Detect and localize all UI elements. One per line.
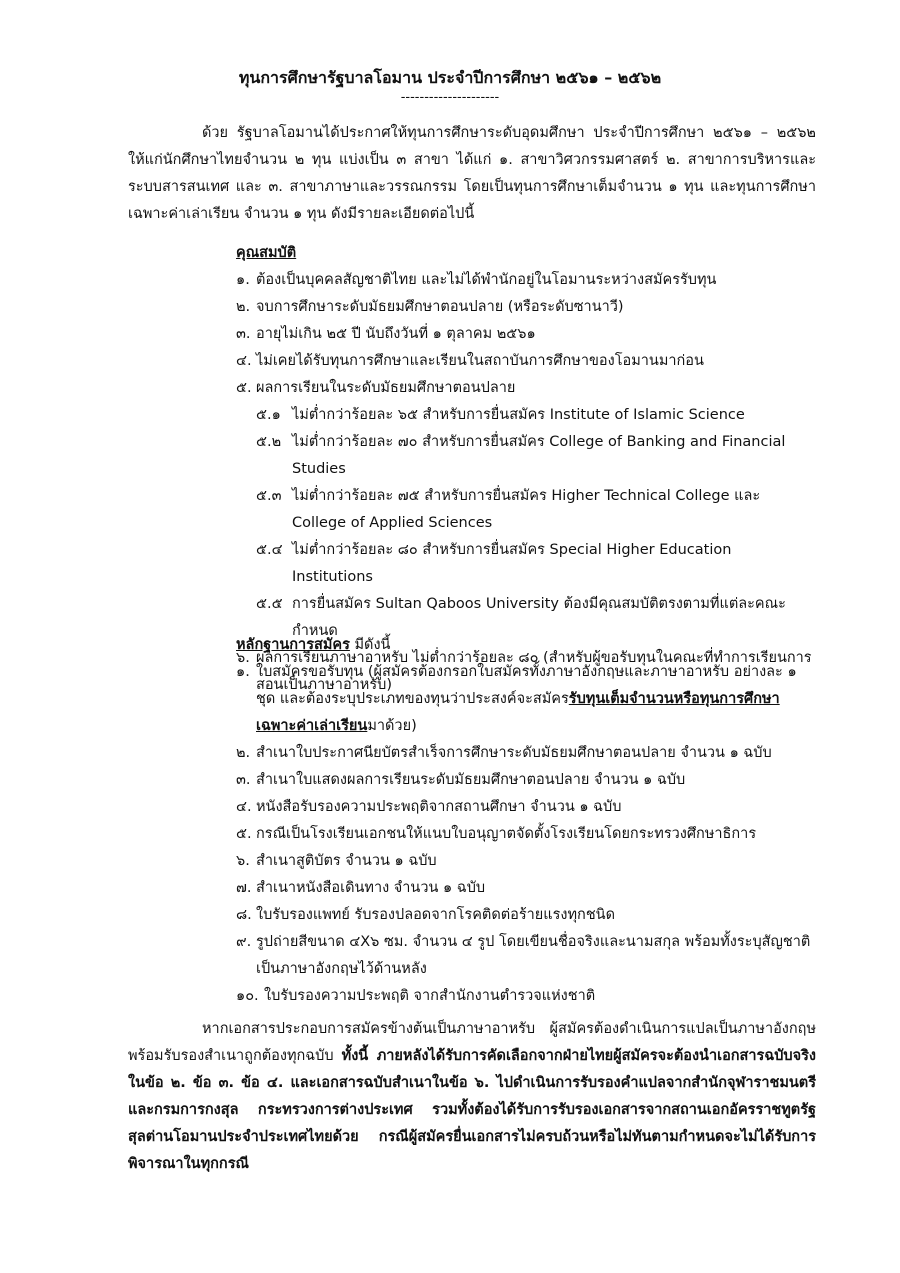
qualification-item [236, 321, 816, 348]
qualification-item [236, 348, 816, 375]
document-item [236, 875, 816, 902]
qualifications-heading-label: คุณสมบัติ [236, 245, 297, 261]
item-number: ๓. [236, 326, 251, 342]
item-text: กรณีเป็นโรงเรียนเอกชนให้แนบใบอนุญาตจัดตั้งโรงเรียนโดยกระทรวงศึกษาธิการ [256, 826, 757, 842]
document-item [236, 902, 816, 929]
item-number: ๕. [236, 380, 252, 396]
item-number: ๙. [236, 934, 252, 950]
sub-item-number: ๕.๑ [256, 407, 281, 423]
sub-item-number: ๕.๒ [256, 434, 282, 450]
sub-item-text: การยื่นสมัคร Sultan Qaboos University ต้องมีคุณสมบัติตรงตามที่แต่ละคณะกำหนด [292, 596, 786, 639]
documents-heading-suffix: มีดังนี้ [349, 637, 391, 653]
title-separator: --------------------- [400, 90, 500, 105]
item-number: ๖. [236, 650, 250, 666]
sub-item-text: ไม่ต่ำกว่าร้อยละ ๗๐ สำหรับการยื่นสมัคร College of Banking and Financial Studies [292, 434, 786, 477]
document-item [236, 848, 816, 875]
item-text: ไม่เคยได้รับทุนการศึกษาและเรียนในสถาบันการศึกษาของโอมานมาก่อน [256, 353, 704, 369]
item-number: ๗. [236, 880, 252, 896]
documents-heading [236, 632, 390, 659]
sub-item-number: ๕.๕ [256, 596, 283, 612]
grade-requirement-item [256, 483, 816, 537]
item-text: ใบรับรองแพทย์ รับรองปลอดจากโรคติดต่อร้ายแรงทุกชนิด [256, 907, 616, 923]
document-item [236, 767, 816, 794]
item-number: ๑. [236, 272, 250, 288]
documents-heading-label: หลักฐานการสมัคร [236, 637, 350, 653]
item-text: จบการศึกษาระดับมัธยมศึกษาตอนปลาย (หรือระดับซานาวี) [256, 299, 624, 315]
sub-item-text: ไม่ต่ำกว่าร้อยละ ๖๕ สำหรับการยื่นสมัคร Institute of Islamic Science [292, 407, 745, 423]
closing-text: หากเอกสารประกอบการสมัครข้างต้นเป็นภาษาอาหรับ ผู้สมัครต้องดำเนินการแปลเป็นภาษาอังกฤษพร้อมรับรองสำเนาถูกต้องทุกฉบับ [128, 1021, 816, 1064]
sub-item-text: ไม่ต่ำกว่าร้อยละ ๗๕ สำหรับการยื่นสมัคร Higher Technical College และ College of Applied Sciences [292, 488, 761, 531]
documents-list [236, 659, 816, 1010]
grade-requirement-item [256, 429, 816, 483]
sub-item-number: ๕.๓ [256, 488, 282, 504]
item-number: ๔. [236, 353, 252, 369]
grade-requirements-list [256, 402, 816, 645]
closing-paragraph [128, 1016, 816, 1178]
document-item [236, 794, 816, 821]
closing-bold-text: ทั้งนี้ ภายหลังได้รับการคัดเลือกจากฝ่ายไทยผู้สมัครจะต้องนำเอกสารฉบับจริงในข้อ ๒. ข้อ ๓. ข้อ ๔. และเอกสารฉบับสำเนาในข้อ ๖. ไปดำเนินการรับรองคำแปลจากสำนักจุฬาราชมนตรี และกรมการกงสุล กระทรวงการต่างประเทศ รวมทั้งต้องได้รับการรับรองเอกสารจากสถานเอกอัครราชทูตรัฐสุลต่านโอมานประจำประเทศไทยด้วย กรณีผู้สมัครยื่นเอกสารไม่ครบถ้วนหรือไม่ทันตามกำหนดจะไม่ได้รับการพิจารณาในทุกกรณี [128, 1048, 816, 1172]
item-number: ๑. [236, 664, 250, 680]
grade-requirement-item [256, 537, 816, 591]
item-text: รูปถ่ายสีขนาด ๔X๖ ซม. จำนวน ๔ รูป โดยเขียนชื่อจริงและนามสกุล พร้อมทั้งระบุสัญชาติเป็นภาษาอังกฤษไว้ด้านหลัง [256, 934, 811, 977]
document-item [236, 929, 816, 983]
item-number: ๘. [236, 907, 252, 923]
item-text: หนังสือรับรองความประพฤติจากสถานศึกษา จำนวน ๑ ฉบับ [256, 799, 622, 815]
qualification-item [236, 294, 816, 321]
qualification-item [236, 375, 816, 645]
document-title: ทุนการศึกษารัฐบาลโอมาน ประจำปีการศึกษา ๒๕๖๑ – ๒๕๖๒ [238, 68, 662, 87]
sub-item-text: ไม่ต่ำกว่าร้อยละ ๘๐ สำหรับการยื่นสมัคร Special Higher Education Institutions [292, 542, 732, 585]
item-number: ๑๐. [236, 988, 259, 1004]
item-text-end: มาด้วย) [367, 718, 417, 734]
item-text: สำเนาหนังสือเดินทาง จำนวน ๑ ฉบับ [256, 880, 486, 896]
item-number: ๖. [236, 853, 250, 869]
document-item [236, 983, 816, 1010]
item-number: ๒. [236, 299, 251, 315]
item-number: ๔. [236, 799, 252, 815]
item-text: ผลการเรียนภาษาอาหรับ ไม่ต่ำกว่าร้อยละ ๘๐ (สำหรับผู้ขอรับทุนในคณะที่ทำการเรียนการสอนเป็นภาษาอาหรับ) [256, 650, 812, 693]
item-text: ต้องเป็นบุคคลสัญชาติไทย และไม่ได้พำนักอยู่ในโอมานระหว่างสมัครรับทุน [256, 272, 717, 288]
item-text: สำเนาใบแสดงผลการเรียนระดับมัธยมศึกษาตอนปลาย จำนวน ๑ ฉบับ [256, 772, 686, 788]
document-item [236, 821, 816, 848]
intro-paragraph: ด้วย รัฐบาลโอมานได้ประกาศให้ทุนการศึกษาระดับอุดมศึกษา ประจำปีการศึกษา ๒๕๖๑ – ๒๕๖๒ ให้แก่นักศึกษาไทยจำนวน ๒ ทุน แบ่งเป็น ๓ สาขา ได้แก่ ๑. สาขาวิศวกรรมศาสตร์ ๒. สาขาการบริหารและระบบสารสนเทศ และ ๓. สาขาภาษาและวรรณกรรม โดยเป็นทุนการศึกษาเต็มจำนวน ๑ ทุน และทุนการศึกษาเฉพาะค่าเล่าเรียน จำนวน ๑ ทุน ดังมีรายละเอียดต่อไปนี้ [128, 125, 816, 222]
item-number: ๕. [236, 826, 252, 842]
item-number: ๓. [236, 772, 251, 788]
document-item [236, 740, 816, 767]
qualifications-heading [236, 240, 296, 267]
item-text: อายุไม่เกิน ๒๕ ปี นับถึงวันที่ ๑ ตุลาคม ๒๕๖๑ [256, 326, 536, 342]
item-number: ๒. [236, 745, 251, 761]
item-text: สำเนาใบประกาศนียบัตรสำเร็จการศึกษาระดับมัธยมศึกษาตอนปลาย จำนวน ๑ ฉบับ [256, 745, 772, 761]
item-text: ผลการเรียนในระดับมัธยมศึกษาตอนปลาย [256, 380, 516, 396]
qualification-item [236, 267, 816, 294]
item-text: ใบสมัครขอรับทุน (ผู้สมัครต้องกรอกใบสมัครทั้งภาษาอังกฤษและภาษาอาหรับ อย่างละ ๑ ชุด และต้องระบุประเภทของทุนว่าประสงค์จะสมัคร [256, 664, 797, 707]
grade-requirement-item [256, 402, 816, 429]
sub-item-number: ๕.๔ [256, 542, 283, 558]
scholarship-type-text: รับทุนเต็มจำนวนหรือทุนการศึกษาเฉพาะค่าเล่าเรียน [256, 691, 780, 734]
document-item [236, 659, 816, 740]
item-text: สำเนาสูติบัตร จำนวน ๑ ฉบับ [256, 853, 437, 869]
item-text: ใบรับรองความประพฤติ จากสำนักงานตำรวจแห่งชาติ [264, 988, 596, 1004]
